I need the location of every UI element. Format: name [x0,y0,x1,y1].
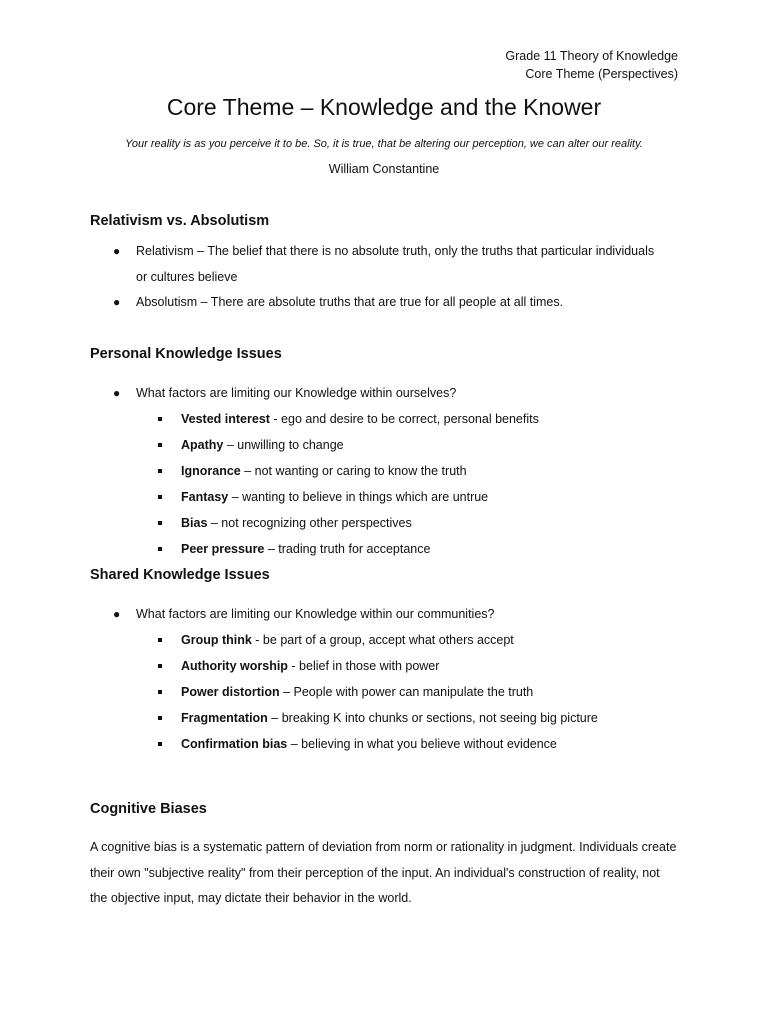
page-title: Core Theme – Knowledge and the Knower [166,94,602,120]
shared-question: What factors are limiting our Knowledge within our communities? [136,607,495,621]
square-bullet-icon [158,469,162,473]
list-item: Confirmation bias – believing in what you believe without evidence [181,737,557,751]
square-bullet-icon [158,690,162,694]
list-item: Group think - be part of a group, accept what others accept [181,633,514,647]
list-item-relativism-cont: or cultures believe [136,270,238,284]
list-item: Fantasy – wanting to believe in things which are untrue [181,490,489,504]
list-item: Fragmentation – breaking K into chunks or sections, not seeing big picture [181,711,598,725]
square-bullet-icon [158,742,162,746]
bullet-icon: ● [113,295,121,309]
square-bullet-icon [158,495,162,499]
heading-shared: Shared Knowledge Issues [90,567,270,583]
bullet-icon: ● [113,386,121,400]
paragraph-line: their own "subjective reality" from their perception of the input. An individual's construction of reality, not [90,865,660,880]
heading-cognitive: Cognitive Biases [90,801,207,817]
square-bullet-icon [158,716,162,720]
bullet-icon: ● [113,244,121,258]
square-bullet-icon [158,638,162,642]
list-item: Apathy – unwilling to change [181,438,344,452]
list-item-relativism: Relativism – The belief that there is no absolute truth, only the truths that particular individuals [136,244,655,258]
list-item: Ignorance – not wanting or caring to know the truth [181,464,467,478]
square-bullet-icon [158,664,162,668]
cognitive-paragraph [90,835,680,912]
paragraph-line: the objective input, may dictate their behavior in the world. [90,891,412,905]
list-item: Authority worship - belief in those with power [181,659,440,673]
personal-question: What factors are limiting our Knowledge within ourselves? [136,386,457,400]
header-theme: Core Theme (Perspectives) [525,67,678,81]
bullet-icon: ● [113,607,121,621]
quote: Your reality is as you perceive it to be. So, it is true, that be altering our perception, we can alter our reality. [125,138,643,150]
list-item: Vested interest - ego and desire to be correct, personal benefits [181,412,539,426]
list-item-absolutism: Absolutism – There are absolute truths that are true for all people at all times. [136,295,564,309]
quote-author: William Constantine [328,162,440,176]
square-bullet-icon [158,521,162,525]
header-course: Grade 11 Theory of Knowledge [505,49,678,63]
square-bullet-icon [158,443,162,447]
square-bullet-icon [158,417,162,421]
list-item: Bias – not recognizing other perspectives [181,516,412,530]
page-header [505,47,678,83]
heading-personal: Personal Knowledge Issues [90,346,282,362]
list-item: Peer pressure – trading truth for acceptance [181,542,431,556]
square-bullet-icon [158,547,162,551]
list-item: Power distortion – People with power can manipulate the truth [181,685,534,699]
heading-relativism: Relativism vs. Absolutism [90,213,270,229]
paragraph-line: A cognitive bias is a systematic pattern of deviation from norm or rationality in judgment. Individuals create [90,840,677,854]
